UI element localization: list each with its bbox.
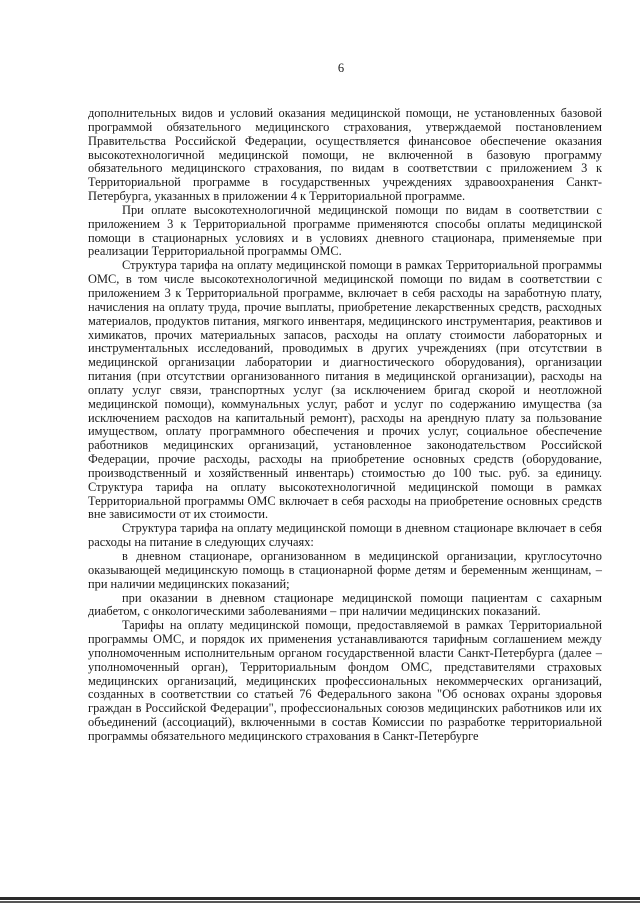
paragraph-6: при оказании в дневном стационаре медицинской помощи пациентам с сахарным диабетом, с онкологическими заболеваниями – при наличии медицинских показаний. (88, 590, 602, 619)
paragraph-4: Структура тарифа на оплату медицинской помощи в дневном стационаре включает в себя расходы на питание в следующих случаях: (88, 521, 602, 550)
paragraph-2: При оплате высокотехнологичной медицинской помощи по видам в соответствии с приложением 3 к Территориальной программе применяются способы оплаты медицинской помощи в стационарных условиях и в условиях дневного стационара, применяемые при реализации Территориальной программы ОМС. (88, 202, 602, 259)
page-number: 6 (337, 61, 345, 75)
paragraph-1: дополнительных видов и условий оказания медицинской помощи, не установленных базовой программой обязательного медицинского страхования, утверждаемой постановлением Правительства Российской Федерации, осуществляется финансовое обеспечение оказания высокотехнологичной медицинской помощи, не включенной в базовую программу обязательного медицинского страхования, по видам в соответствии с приложением 3 к Территориальной программе в государственных учреждениях здравоохранения Санкт-Петербурга, указанных в приложении 4 к Территориальной программе. (88, 106, 602, 204)
paragraph-7: Тарифы на оплату медицинской помощи, предоставляемой в рамках Территориальной программы ОМС, и порядок их применения устанавливаются тарифным соглашением между уполномоченным исполнительным органом государственной власти Санкт-Петербурга (далее – уполномоченный орган), Территориальным фондом ОМС, представителями страховых медицинских организаций, медицинских профессиональных некоммерческих организаций, созданных в соответствии со статьей 76 Федерального закона "Об основах охраны здоровья граждан в Российской Федерации", профессиональных союзов медицинских работников или их объединений (ассоциаций), включенными в состав Комиссии по разработке территориальной программы обязательного медицинского страхования в Санкт-Петербурге (88, 618, 602, 743)
scan-bottom-edge (0, 897, 640, 900)
paragraph-3: Структура тарифа на оплату медицинской помощи в рамках Территориальной программы ОМС, в том числе высокотехнологичной медицинской помощи по видам в соответствии с приложением 3 к Территориальной программе, включает в себя расходы на заработную плату, начисления на оплату труда, прочие выплаты, приобретение лекарственных средств, расходных материалов, продуктов питания, мягкого инвентаря, медицинского инструментария, реактивов и химикатов, прочих материальных запасов, расходы на оплату стоимости лабораторных и инструментальных исследований, проводимых в других учреждениях (при отсутствии в медицинской организации лаборатории и диагностического оборудования), организации питания (при отсутствии организованного питания в медицинской организации), расходы на оплату услуг связи, транспортных услуг (за исключением бригад скорой и неотложной медицинской помощи), коммунальных услуг, работ и услуг по содержанию имущества (за исключением расходов на капитальный ремонт), расходы на арендную плату за пользование имуществом, оплату программного обеспечения и прочих услуг, социальное обеспечение работников медицинских организаций, установленное законодательством Российской Федерации, прочие расходы, расходы на приобретение основных средств (оборудование, производственный и хозяйственный инвентарь) стоимостью до 100 тыс. руб. за единицу. Структура тарифа на оплату высокотехнологичной медицинской помощи в рамках Территориальной программы ОМС включает в себя расходы на приобретение основных средств вне зависимости от их стоимости. (88, 258, 602, 522)
scan-bottom-edge-shadow (0, 901, 640, 903)
paragraph-5: в дневном стационаре, организованном в медицинской организации, круглосуточно оказывающей медицинскую помощь в стационарной форме детям и беременным женщинам, – при наличии медицинских показаний; (88, 549, 602, 591)
document-body (88, 107, 602, 744)
